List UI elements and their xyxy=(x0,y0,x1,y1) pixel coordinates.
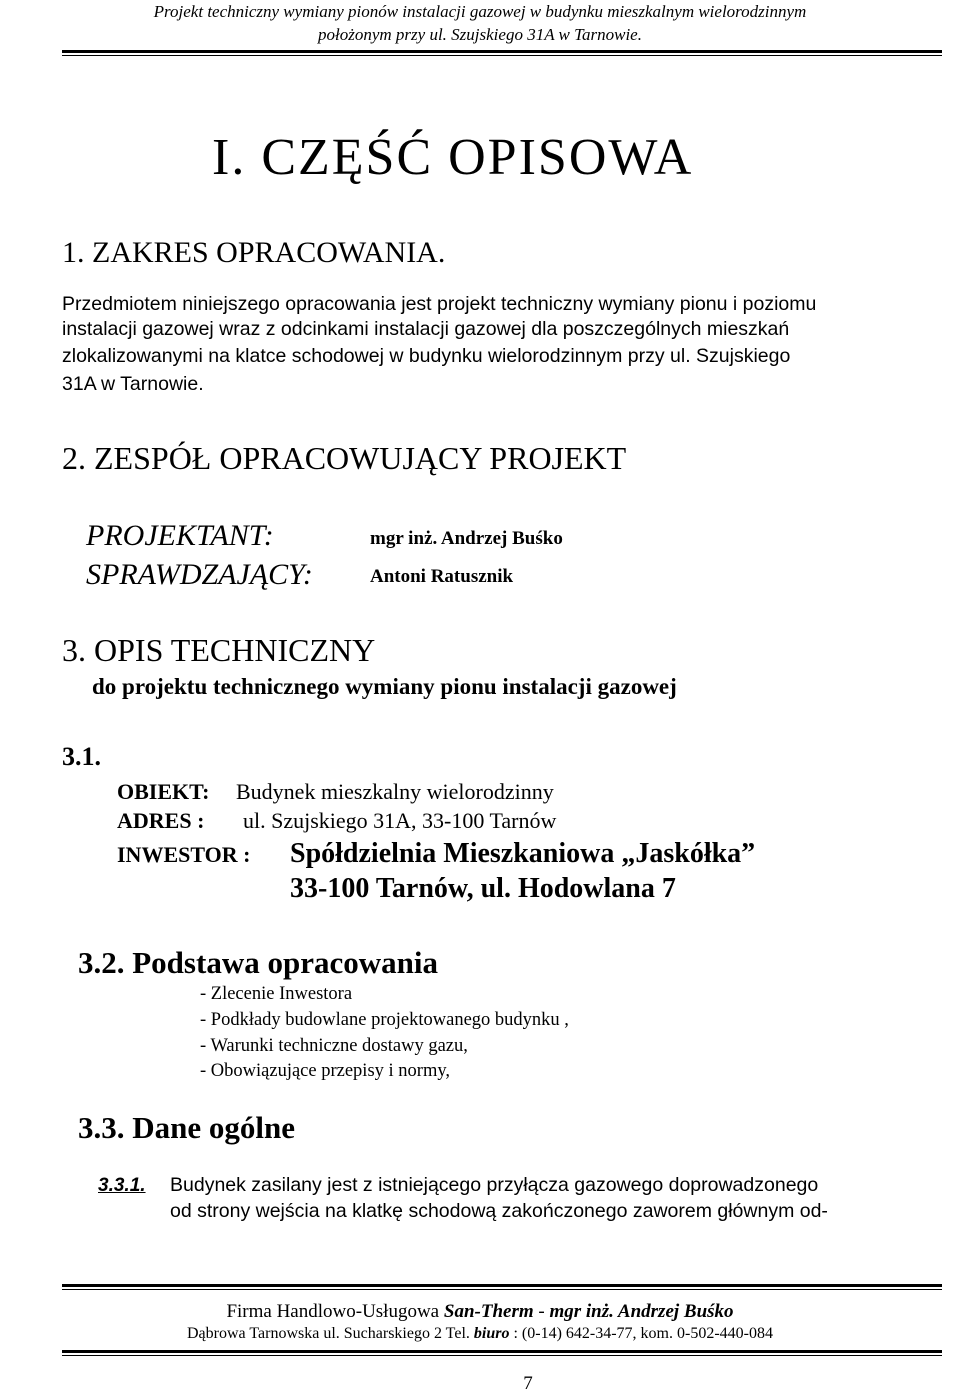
section-1-text-line: 31A w Tarnowie. xyxy=(62,373,204,395)
footer-bottom-rule-thin xyxy=(62,1355,942,1356)
section-1-text-line: zlokalizowanymi na klatce schodowej w budynku wielorodzinnym przy ul. Szujskiego xyxy=(62,345,791,367)
section-1-text-line: Przedmiotem niniejszego opracowania jest projekt techniczny wymiany pionu i poziomu xyxy=(62,293,817,315)
page-title: I. CZĘŚĆ OPISOWA xyxy=(212,129,694,186)
page-number: 7 xyxy=(523,1373,533,1394)
section-3-heading: 3. OPIS TECHNICZNY xyxy=(62,632,376,668)
section-3-3-heading: 3.3. Dane ogólne xyxy=(78,1110,295,1145)
footer-company xyxy=(0,1301,960,1323)
section-3-3-1-text-line: od strony wejścia na klatkę schodową zakończonego zaworem głównym od- xyxy=(170,1200,828,1222)
section-3-subheading: do projektu technicznego wymiany pionu instalacji gazowej xyxy=(92,674,677,699)
footer-company-owner: mgr inż. Andrzej Buśko xyxy=(549,1301,734,1322)
basis-list-item: - Zlecenie Inwestora xyxy=(200,984,353,1004)
header-rule-thin xyxy=(62,55,942,56)
designer-name: mgr inż. Andrzej Buśko xyxy=(370,528,563,549)
investor-label: INWESTOR : xyxy=(117,842,251,867)
footer-office-label: biuro xyxy=(473,1325,510,1342)
basis-list-item: - Warunki techniczne dostawy gazu, xyxy=(200,1036,468,1056)
section-3-1-number: 3.1. xyxy=(62,742,101,771)
section-1-text-line: instalacji gazowej wraz z odcinkami instalacji gazowej dla poszczególnych mieszkań xyxy=(62,318,790,340)
header-line-1: Projekt techniczny wymiany pionów instalacji gazowej w budynku mieszkalnym wielorodzinnym xyxy=(153,2,807,21)
object-value: Budynek mieszkalny wielorodzinny xyxy=(236,779,554,804)
address-value: ul. Szujskiego 31A, 33-100 Tarnów xyxy=(243,808,557,833)
footer-company-prefix: Firma Handlowo-Usługowa xyxy=(226,1301,444,1322)
section-3-3-1-text-line: Budynek zasilany jest z istniejącego przyłącza gazowego doprowadzonego xyxy=(170,1174,819,1196)
investor-name: Spółdzielnia Mieszkaniowa „Jaskółka” xyxy=(290,838,756,869)
checker-name: Antoni Ratusznik xyxy=(370,566,514,587)
basis-list-item: - Obowiązujące przepisy i normy, xyxy=(200,1061,451,1081)
footer-phone: : (0-14) 642-34-77, kom. 0-502-440-084 xyxy=(509,1325,773,1342)
footer-contact xyxy=(0,1325,960,1343)
section-3-2-heading: 3.2. Podstawa opracowania xyxy=(78,945,438,980)
footer-company-separator: - xyxy=(533,1301,550,1322)
footer-rule xyxy=(62,1284,942,1287)
checker-role: SPRAWDZAJĄCY: xyxy=(86,558,313,591)
section-1-heading: 1. ZAKRES OPRACOWANIA. xyxy=(62,236,446,269)
address-label: ADRES : xyxy=(117,808,205,833)
investor-address: 33-100 Tarnów, ul. Hodowlana 7 xyxy=(290,873,676,904)
section-3-3-1-number: 3.3.1. xyxy=(98,1175,146,1196)
object-label: OBIEKT: xyxy=(117,779,210,804)
header-rule xyxy=(62,50,942,53)
header-line-2: położonym przy ul. Szujskiego 31A w Tarnowie. xyxy=(318,25,642,44)
footer-company-name: San-Therm xyxy=(443,1301,534,1322)
section-2-heading: 2. ZESPÓŁ OPRACOWUJĄCY PROJEKT xyxy=(62,440,627,476)
footer-address: Dąbrowa Tarnowska ul. Sucharskiego 2 Tel. xyxy=(187,1325,474,1342)
footer-bottom-rule xyxy=(62,1350,942,1353)
footer-rule-thin xyxy=(62,1289,942,1290)
designer-role: PROJEKTANT: xyxy=(86,519,274,552)
basis-list-item: - Podkłady budowlane projektowanego budynku , xyxy=(200,1010,569,1030)
